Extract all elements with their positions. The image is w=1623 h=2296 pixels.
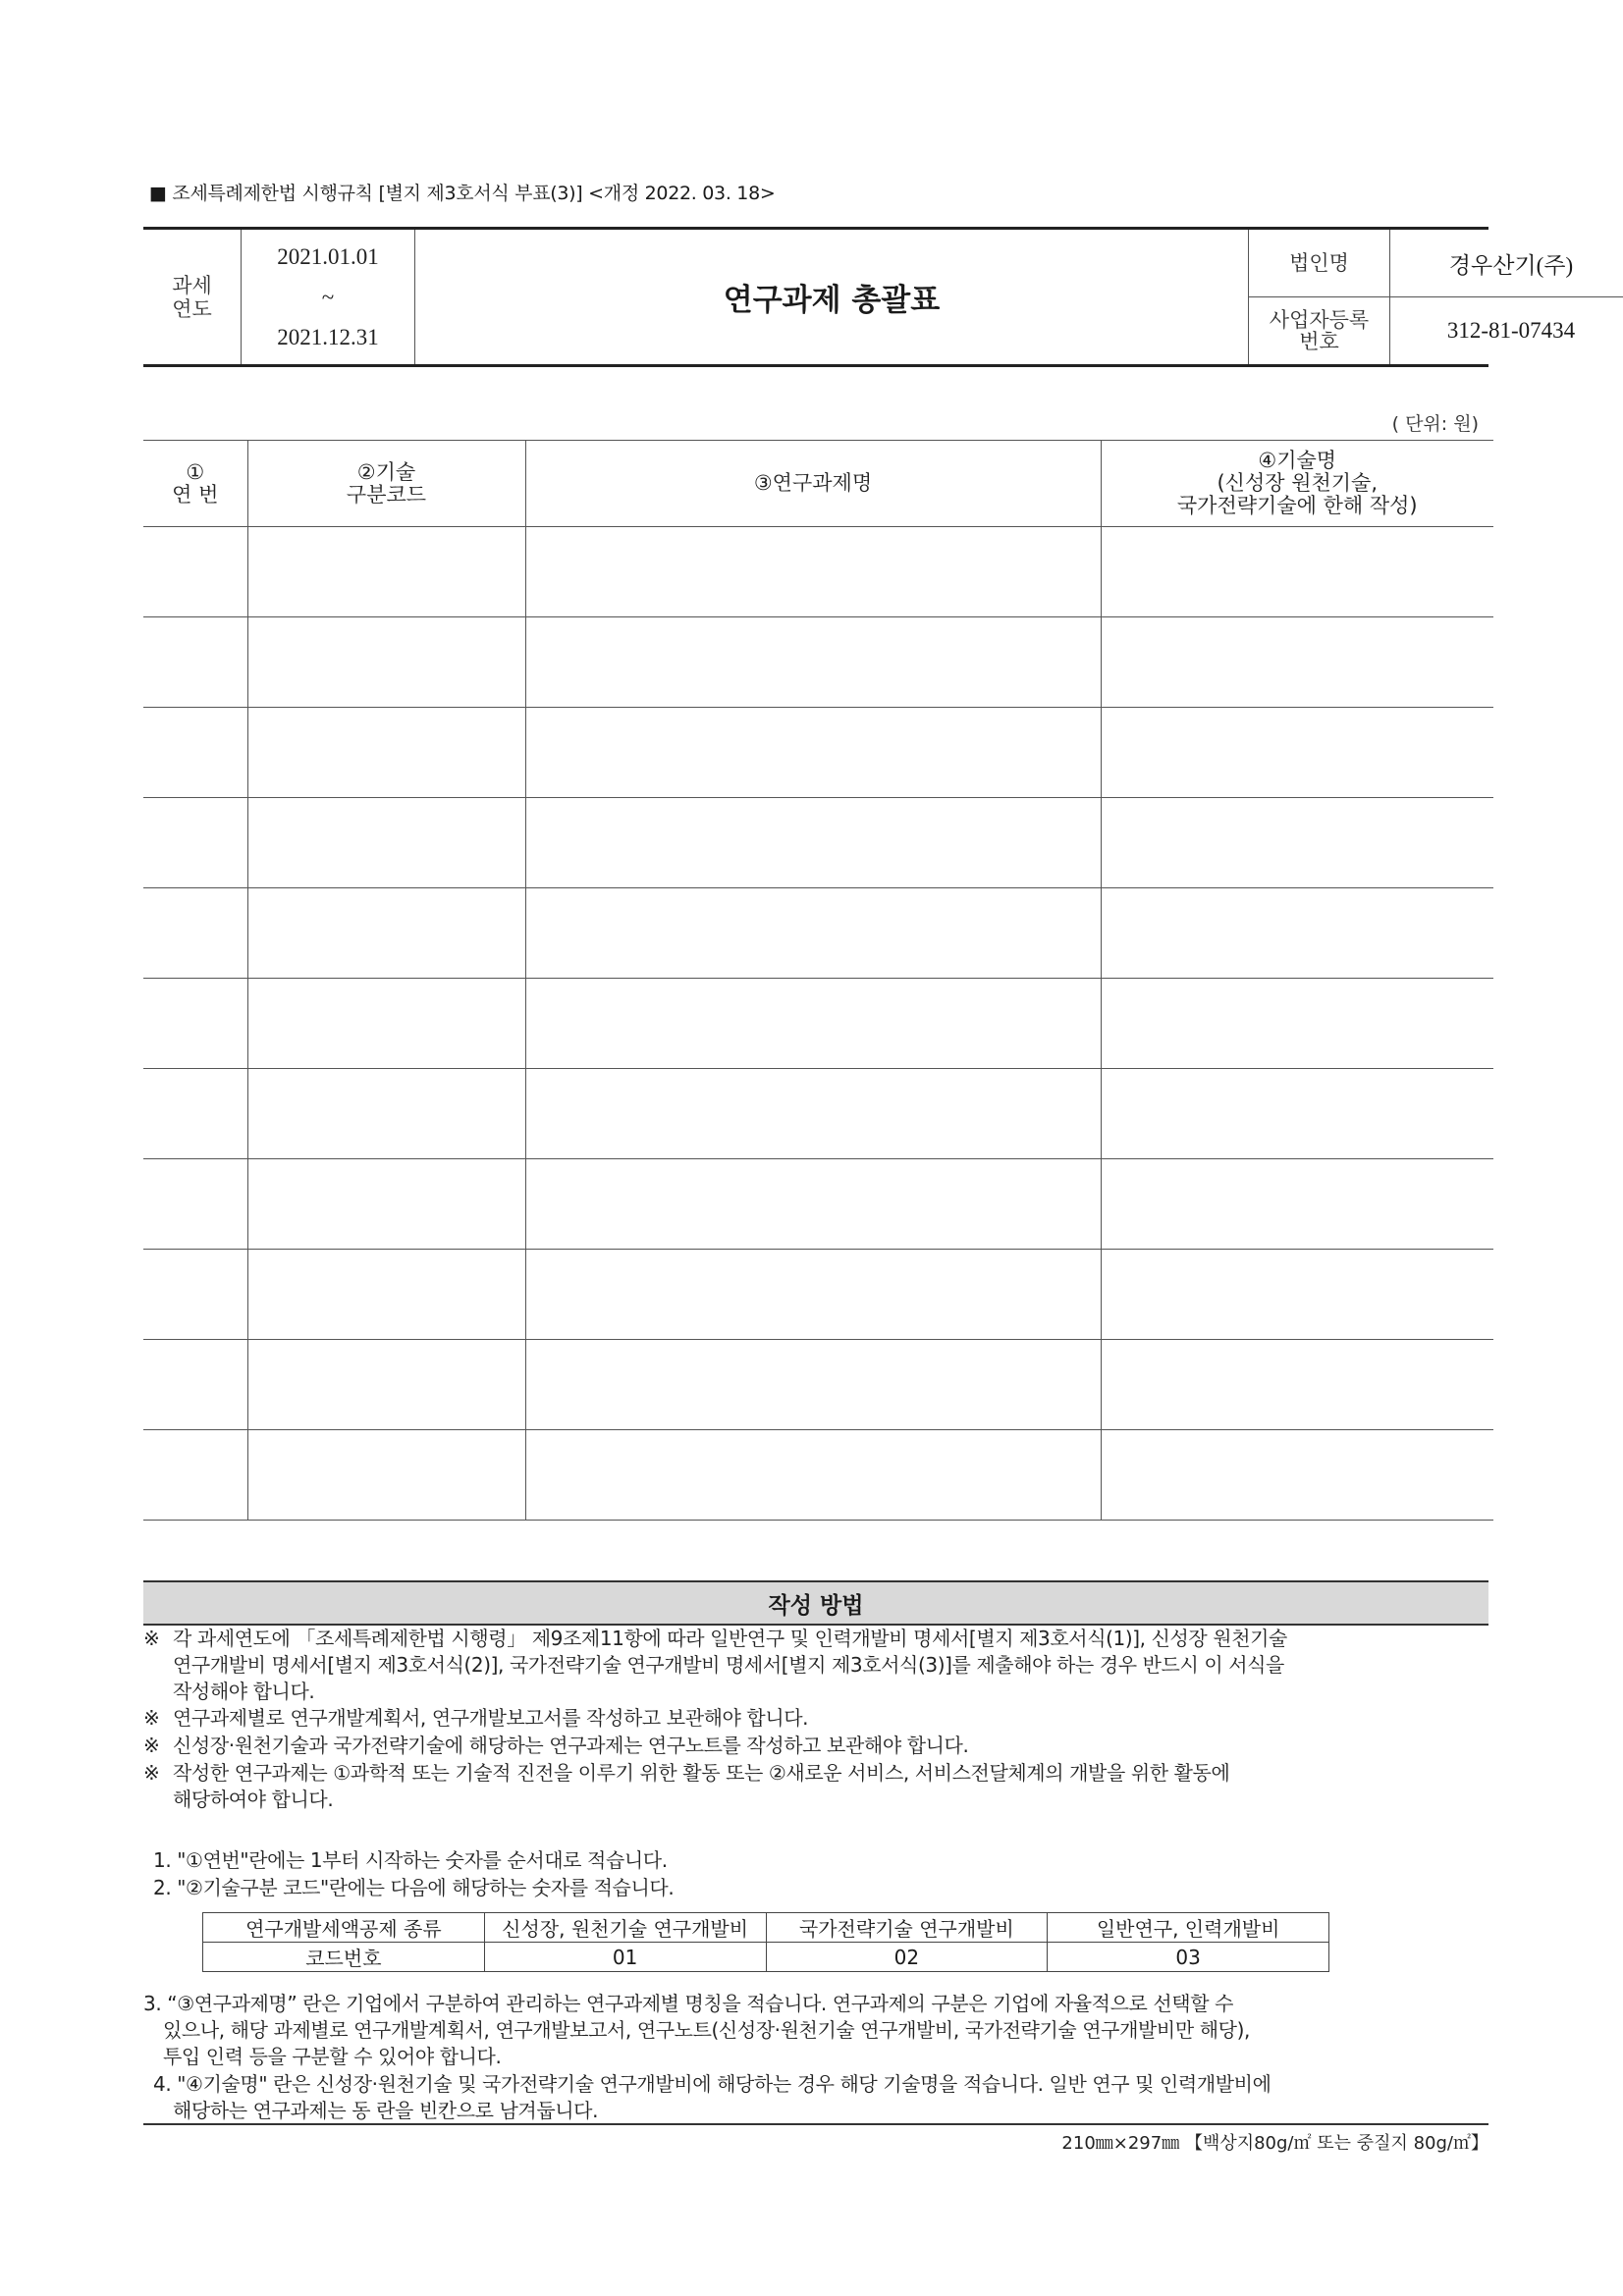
tech-name-cell[interactable] (1101, 1159, 1493, 1250)
serial-cell[interactable] (143, 527, 247, 617)
tax-year-label-line2: 연도 (172, 296, 212, 321)
table-row (143, 798, 1493, 888)
table-row (143, 1069, 1493, 1159)
col-serial-header-line1: ① (186, 459, 205, 484)
tech-code-cell[interactable] (247, 798, 525, 888)
tech-name-cell[interactable] (1101, 798, 1493, 888)
serial-cell[interactable] (143, 1430, 247, 1521)
note-2-mark: ※ (143, 1706, 160, 1730)
table-row (143, 888, 1493, 979)
form-title: 연구과제 총괄표 (415, 230, 1249, 364)
serial-cell[interactable] (143, 708, 247, 798)
project-name-cell[interactable] (525, 1159, 1101, 1250)
item-1: 1. "①연번"란에는 1부터 시작하는 숫자를 순서대로 적습니다. (153, 1848, 668, 1872)
project-name-cell[interactable] (525, 888, 1101, 979)
serial-cell[interactable] (143, 1069, 247, 1159)
tech-code-cell[interactable] (247, 1069, 525, 1159)
note-3-mark: ※ (143, 1734, 160, 1757)
tech-name-cell[interactable] (1101, 617, 1493, 708)
tech-name-cell[interactable] (1101, 527, 1493, 617)
serial-cell[interactable] (143, 888, 247, 979)
business-number-label (1249, 297, 1390, 364)
corporation-name-value: 경우산기(주) (1448, 252, 1574, 278)
unit-note: ( 단위: 원) (1391, 413, 1479, 435)
table-header-row (143, 441, 1493, 527)
item-3-line3: 투입 인력 등을 구분할 수 있어야 합니다. (163, 2045, 502, 2068)
col-tech-name-header (1101, 441, 1493, 527)
col-tech-name-header-line3: 국가전략기술에 한해 작성) (1176, 494, 1418, 517)
table-row (143, 527, 1493, 617)
tech-name-cell[interactable] (1101, 979, 1493, 1069)
tech-name-cell[interactable] (1101, 1250, 1493, 1340)
project-name-cell[interactable] (525, 1340, 1101, 1430)
tech-code-cell[interactable] (247, 1159, 525, 1250)
code-table-r1: 코드번호 (203, 1943, 485, 1972)
corporation-name-label: 법인명 (1249, 230, 1390, 296)
tax-year-label (143, 230, 242, 364)
note-1-line2: 연구개발비 명세서[별지 제3호서식(2)], 국가전략기술 연구개발비 명세서[별지 제3호서식(3)]를 제출해야 하는 경우 반드시 이 서식을 (173, 1653, 1284, 1677)
tech-name-cell[interactable] (1101, 888, 1493, 979)
col-serial-header-line2: 연 번 (172, 482, 219, 507)
code-table-r4: 03 (1048, 1943, 1329, 1972)
item-4-line2: 해당하는 연구과제는 동 란을 빈칸으로 남겨둡니다. (173, 2099, 599, 2122)
project-name-cell[interactable] (525, 1250, 1101, 1340)
code-table-r2: 01 (484, 1943, 766, 1972)
note-3 (143, 1733, 1488, 1759)
col-tech-code-header-line2: 구분코드 (346, 482, 427, 507)
item-3 (143, 1991, 1488, 2070)
note-4-line1: 작성한 연구과제는 ①과학적 또는 기술적 진전을 이루기 위한 활동 또는 ②새로운 서비스, 서비스전달체계의 개발을 위한 활동에 (173, 1761, 1230, 1785)
code-table-h3: 국가전략기술 연구개발비 (766, 1913, 1048, 1943)
note-1-line1: 각 과세연도에 「조세특례제한법 시행령」 제9조제11항에 따라 일반연구 및 인력개발비 명세서[별지 제3호서식(1)], 신성장 원천기술 (173, 1627, 1287, 1650)
table-row (143, 1250, 1493, 1340)
project-name-cell[interactable] (525, 708, 1101, 798)
item-4 (153, 2071, 1498, 2124)
table-row (143, 617, 1493, 708)
note-3-line1: 신성장·원천기술과 국가전략기술에 해당하는 연구과제는 연구노트를 작성하고 보관해야 합니다. (173, 1734, 969, 1757)
tech-code-cell[interactable] (247, 527, 525, 617)
project-name-cell[interactable] (525, 979, 1101, 1069)
legal-reference: ■ 조세특례제한법 시행규칙 [별지 제3호서식 부표(3)] <개정 2022. 03. 18> (149, 183, 776, 204)
col-project-name-header: ③연구과제명 (525, 441, 1101, 527)
instructions-heading: 작성 방법 (143, 1580, 1488, 1626)
business-number-row (1249, 297, 1623, 364)
paper-spec: 210㎜×297㎜ 【백상지80g/㎡ 또는 중질지 80g/㎡】 (1061, 2133, 1488, 2154)
corporation-name-row (1249, 230, 1623, 297)
note-4 (143, 1760, 1488, 1813)
serial-cell[interactable] (143, 979, 247, 1069)
code-table-h4: 일반연구, 인력개발비 (1048, 1913, 1329, 1943)
tech-name-cell[interactable] (1101, 708, 1493, 798)
col-tech-name-header-line1: ④기술명 (1258, 449, 1337, 472)
code-table-h1: 연구개발세액공제 종류 (203, 1913, 485, 1943)
code-table-r3: 02 (766, 1943, 1048, 1972)
item-2: 2. "②기술구분 코드"란에는 다음에 해당하는 숫자를 적습니다. (153, 1876, 675, 1899)
tech-name-cell[interactable] (1101, 1069, 1493, 1159)
tech-code-cell[interactable] (247, 888, 525, 979)
col-tech-code-header (247, 441, 525, 527)
tech-name-cell[interactable] (1101, 1340, 1493, 1430)
tech-name-cell[interactable] (1101, 1430, 1493, 1521)
table-row (143, 1430, 1493, 1521)
tax-year-label-line1: 과세 (172, 273, 212, 297)
tech-code-cell[interactable] (247, 1430, 525, 1521)
business-number-label-line2: 번호 (1299, 330, 1339, 353)
note-2 (143, 1705, 1488, 1732)
table-row (143, 1340, 1493, 1430)
serial-cell[interactable] (143, 798, 247, 888)
item-4-line1: 4. "④기술명" 란은 신성장·원천기술 및 국가전략기술 연구개발비에 해당하는 경우 해당 기술명을 적습니다. 일반 연구 및 인력개발비에 (153, 2072, 1271, 2096)
item-3-line2: 있으나, 해당 과제별로 연구개발계획서, 연구개발보고서, 연구노트(신성장·원천기술 연구개발비, 국가전략기술 연구개발비만 해당), (163, 2018, 1250, 2042)
project-name-cell[interactable] (525, 527, 1101, 617)
tech-code-cell[interactable] (247, 979, 525, 1069)
col-serial-header (143, 441, 247, 527)
project-name-cell[interactable] (525, 1069, 1101, 1159)
project-name-cell[interactable] (525, 798, 1101, 888)
serial-cell[interactable] (143, 617, 247, 708)
form-header (143, 227, 1576, 367)
serial-cell[interactable] (143, 1340, 247, 1430)
tech-code-cell[interactable] (247, 1250, 525, 1340)
period-separator: ~ (321, 284, 335, 309)
table-row (143, 708, 1493, 798)
period-start: 2021.01.01 (277, 243, 379, 269)
note-2-line1: 연구과제별로 연구개발계획서, 연구개발보고서를 작성하고 보관해야 합니다. (173, 1706, 809, 1730)
note-4-line2: 해당하여야 합니다. (173, 1788, 334, 1811)
footer-divider (143, 2123, 1488, 2125)
table-row (143, 1159, 1493, 1250)
business-number-value: 312-81-07434 (1446, 318, 1576, 343)
serial-cell[interactable] (143, 1250, 247, 1340)
tech-code-table (202, 1912, 1329, 1972)
project-name-cell[interactable] (525, 1430, 1101, 1521)
business-number-label-line1: 사업자등록 (1269, 308, 1370, 332)
note-1 (143, 1626, 1488, 1705)
note-1-line3: 작성해야 합니다. (173, 1680, 315, 1703)
col-tech-code-header-line1: ②기술 (356, 459, 416, 484)
tax-period (242, 230, 415, 364)
code-table-h2: 신성장, 원천기술 연구개발비 (484, 1913, 766, 1943)
tech-code-cell[interactable] (247, 1340, 525, 1430)
serial-cell[interactable] (143, 1159, 247, 1250)
project-name-cell[interactable] (525, 617, 1101, 708)
research-project-table (143, 440, 1493, 1521)
table-row (143, 979, 1493, 1069)
code-table-value-row (203, 1943, 1329, 1972)
item-3-line1: 3. “③연구과제명” 란은 기업에서 구분하여 관리하는 연구과제별 명칭을 적습니다. 연구과제의 구분은 기업에 자율적으로 선택할 수 (143, 1992, 1234, 2015)
period-end: 2021.12.31 (277, 324, 379, 349)
code-table-header-row (203, 1913, 1329, 1943)
col-tech-name-header-line2: (신성장 원천기술, (1217, 471, 1379, 495)
tech-code-cell[interactable] (247, 708, 525, 798)
corporation-info (1249, 230, 1576, 364)
note-4-mark: ※ (143, 1761, 160, 1785)
tech-code-cell[interactable] (247, 617, 525, 708)
note-1-mark: ※ (143, 1627, 160, 1650)
